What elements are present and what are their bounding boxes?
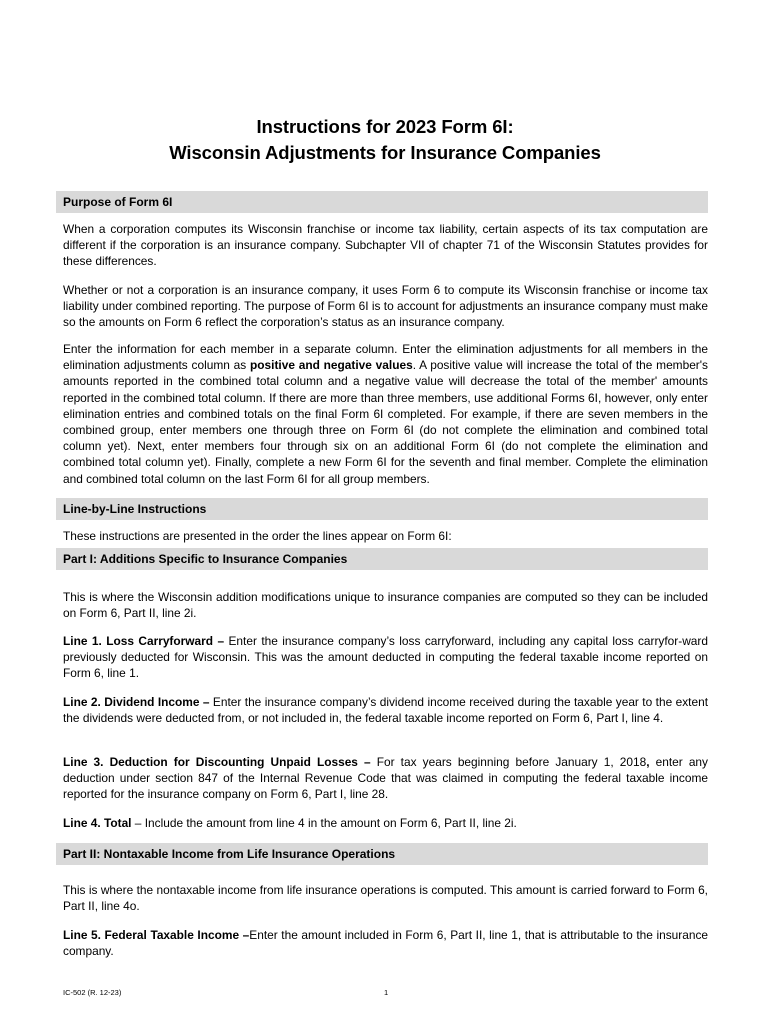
section-heading-purpose: Purpose of Form 6I (56, 191, 708, 213)
purpose-paragraph-3 (63, 341, 708, 487)
line4-label: Line 4. Total (63, 816, 132, 830)
title-line-1: Instructions for 2023 Form 6I: (256, 116, 514, 137)
purpose-paragraph-2: Whether or not a corporation is an insurance company, it uses Form 6 to compute its Wisconsin franchise or income tax liability under combined reporting. The purpose of Form 6I is to account for adjustments an insurance company must make so the amounts on Form 6 reflect the corporation’s status as an insurance company. (63, 283, 708, 330)
part1-line4 (63, 815, 708, 831)
purpose-p3-bold: positive and negative values (250, 358, 413, 373)
line3-text-a: For tax years beginning before January 1, 2018 (370, 755, 647, 769)
line2-label: Line 2. Dividend Income – (63, 695, 210, 709)
part1-line1 (63, 633, 708, 682)
line-by-line-intro: These instructions are presented in the order the lines appear on Form 6I: (63, 529, 452, 543)
line3-comma: , (646, 755, 650, 769)
part1-line3 (63, 754, 708, 803)
footer-page-number: 1 (384, 988, 389, 997)
line1-text: Enter the insurance company’s loss carryforward, including any capital loss carryfor-ward previously deducted for Wisconsin. This was the amount deducted in computing the federal taxable income reported on Form 6, line 1. (63, 634, 708, 681)
line3-text-b: enter any deduction under section 847 of the Internal Revenue Code that was claimed in computing the federal taxable income reported for the insurance company on Form 6, Part I, line 28. (63, 755, 708, 802)
line5-text: Enter the amount included in Form 6, Part II, line 1, that is attributable to the insurance company. (63, 928, 708, 959)
section-heading-part1: Part I: Additions Specific to Insurance Companies (56, 548, 708, 570)
part2-line5 (63, 927, 708, 959)
purpose-paragraph-1: When a corporation computes its Wisconsin franchise or income tax liability, certain aspects of its tax computation are different if the corporation is an insurance company. Subchapter VII of chapter 71 of the Wisconsin Statutes provides for these differences. (63, 222, 708, 269)
section-heading-part2: Part II: Nontaxable Income from Life Insurance Operations (56, 843, 708, 865)
part2-intro: This is where the nontaxable income from life insurance operations is computed. This amount is carried forward to Form 6, Part II, line 4o. (63, 883, 708, 914)
page-title (0, 114, 770, 166)
section-heading-line-by-line: Line-by-Line Instructions (56, 498, 708, 520)
part1-line2 (63, 694, 708, 726)
line3-label: Line 3. Deduction for Discounting Unpaid Losses – (63, 755, 371, 769)
part1-intro: This is where the Wisconsin addition modifications unique to insurance companies are computed so they can be included on Form 6, Part II, line 2i. (63, 590, 708, 621)
footer-form-id: IC-502 (R. 12-23) (63, 988, 122, 997)
line2-text: Enter the insurance company’s dividend income received during the taxable year to the extent the dividends were deducted from, or not included in, the federal taxable income reported on Form 6, Part I, line 4. (63, 695, 708, 726)
line4-text: – Include the amount from line 4 in the amount on Form 6, Part II, line 2i. (131, 816, 517, 830)
title-line-2: Wisconsin Adjustments for Insurance Companies (169, 142, 601, 163)
purpose-p3-text-b: . A positive value will increase the total of the member's amounts reported in the combined total column and a negative value will decrease the total of the member' amounts reported in the combined total column. If there are more than three members, use additional Forms 6I, however, only enter elimination entries and combined totals on the final Form 6I completed. For example, if there are seven members in the combined group, enter members one through three on Form 6I (do not complete the elimination and combined total column yet). Next, enter members four through six on an additional Form 6I (do not complete the elimination and combined total column yet). Finally, complete a new Form 6I for the seventh and final member. Complete the elimination and combined total column on the last Form 6I for all group members. (63, 358, 708, 486)
line5-label: Line 5. Federal Taxable Income – (63, 928, 250, 942)
purpose-p3-text-a: Enter the information for each member in a separate column. Enter the elimination adjustments for all members in the elimination adjustments column as (63, 342, 708, 373)
line1-label: Line 1. Loss Carryforward – (63, 634, 225, 648)
